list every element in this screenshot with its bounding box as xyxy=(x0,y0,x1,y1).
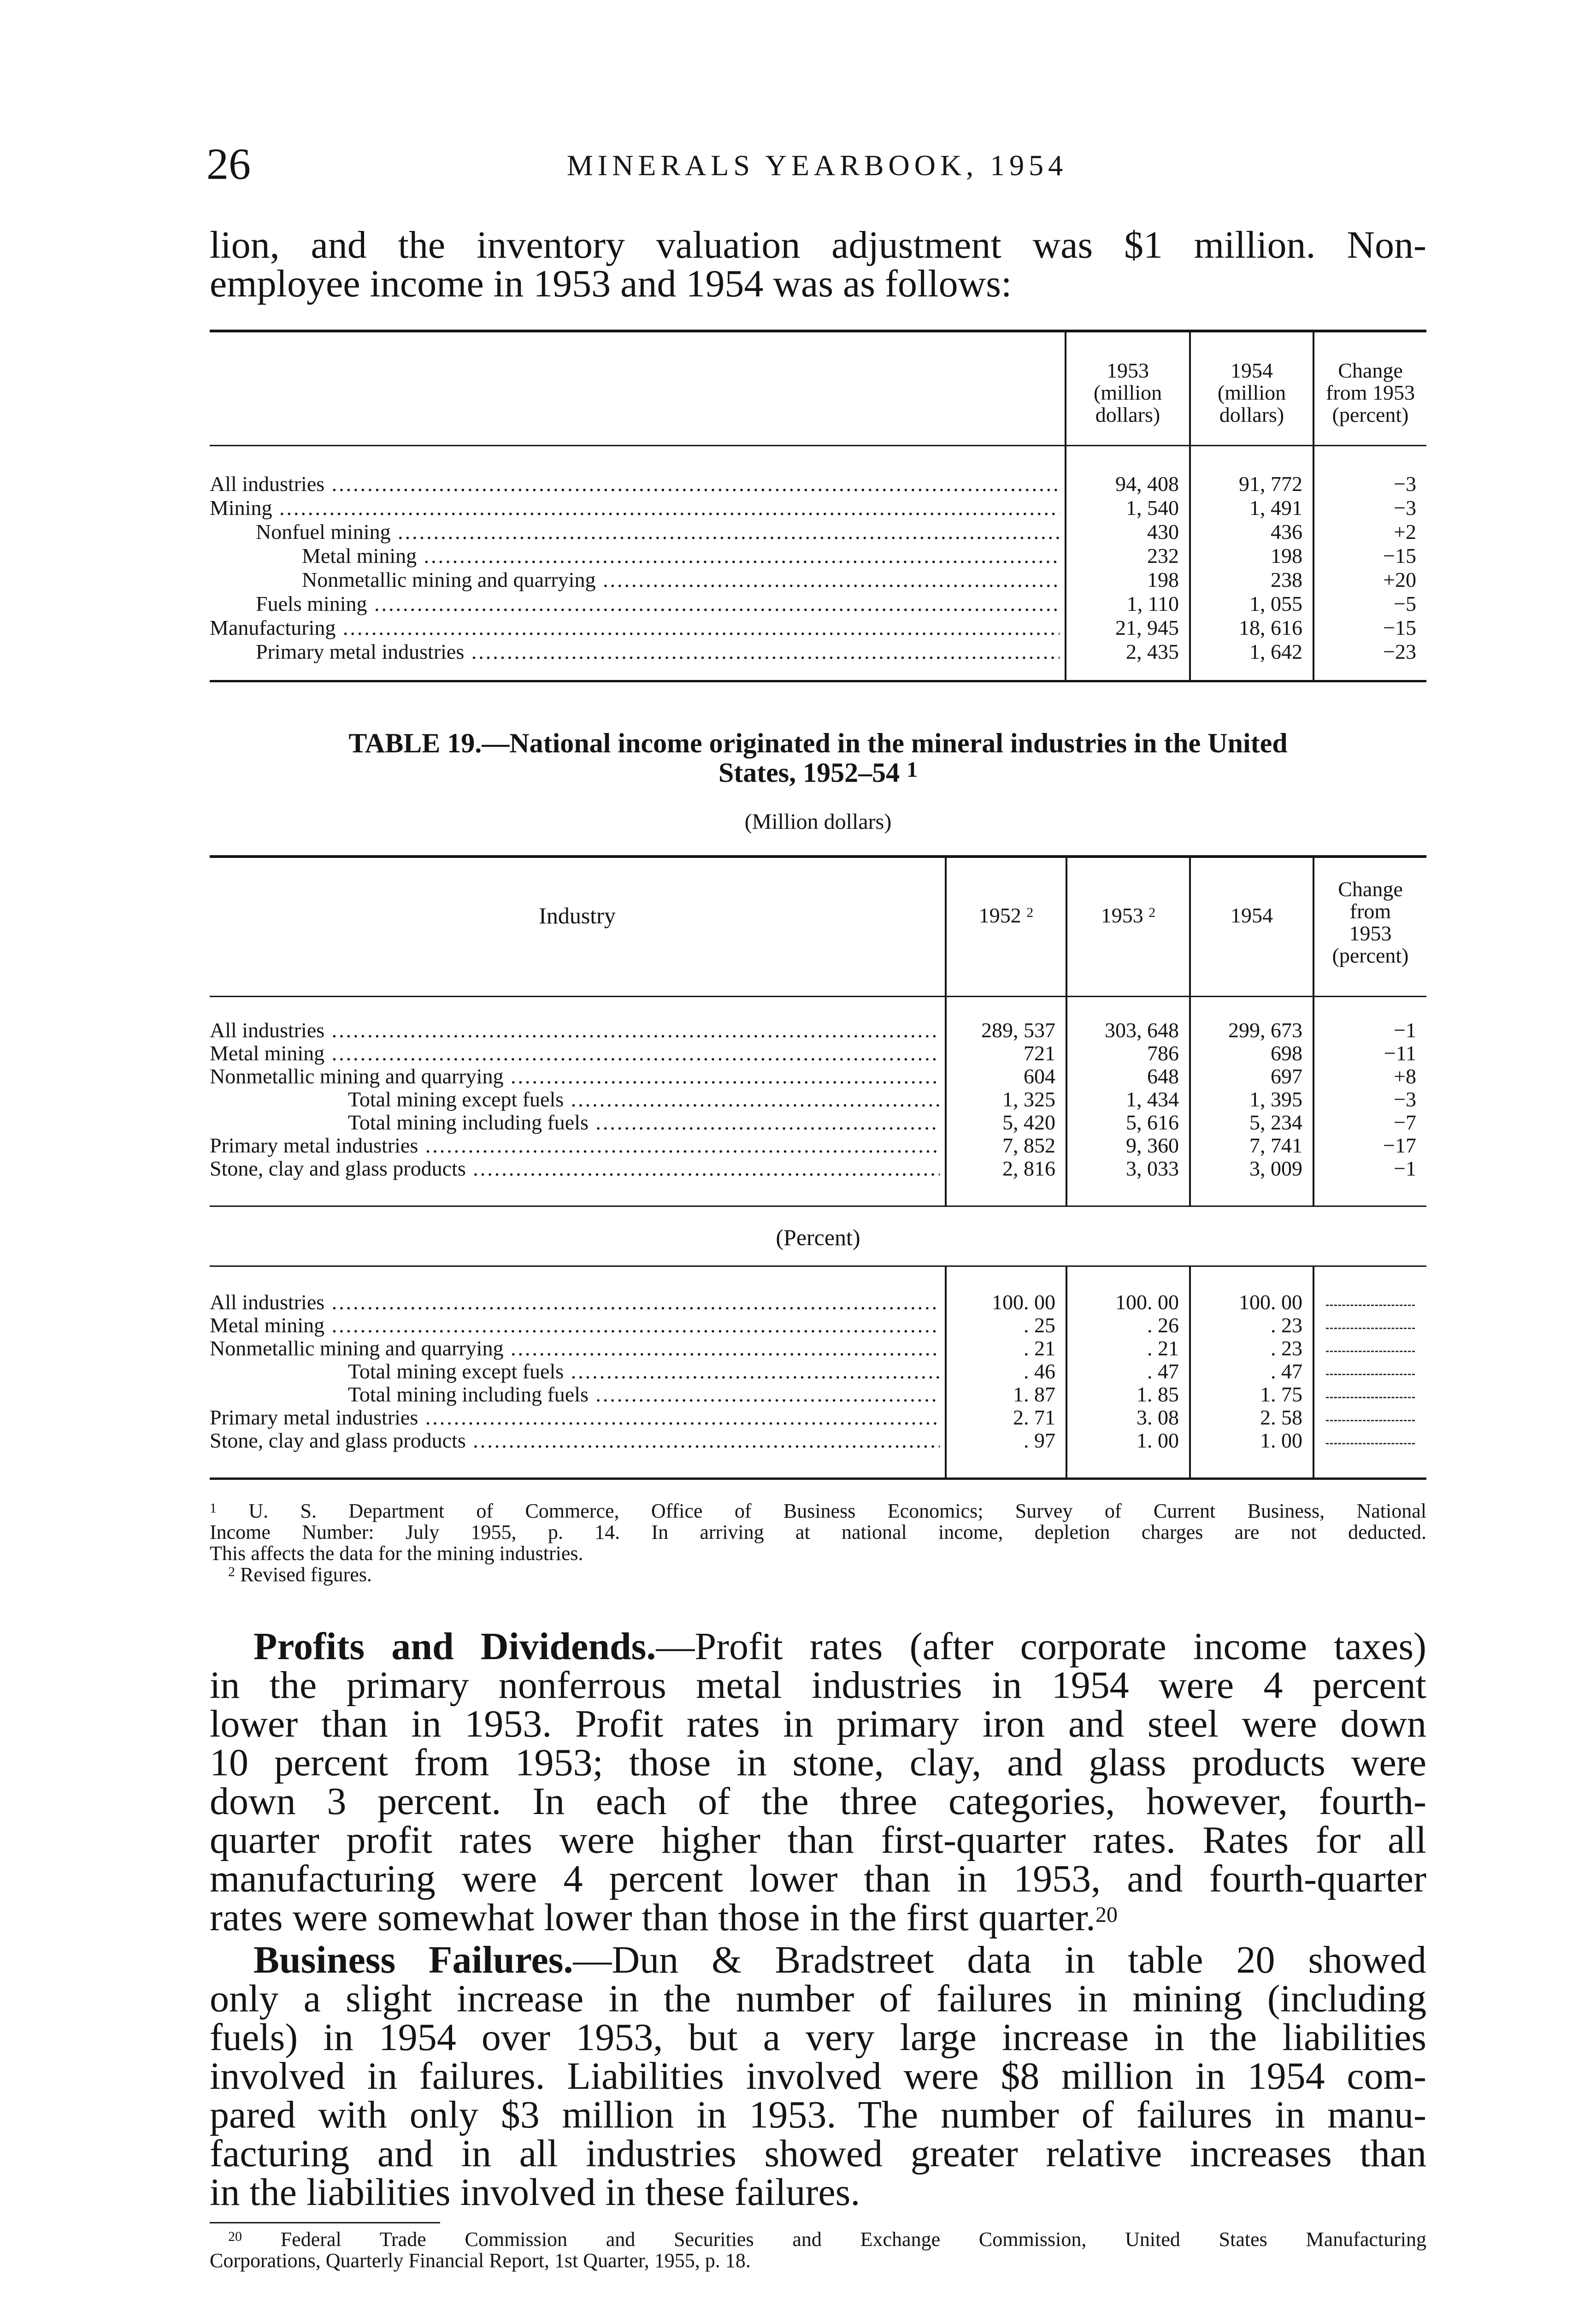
cell-v1953: 648 xyxy=(1147,1064,1179,1088)
cell-change: −1 xyxy=(1394,1018,1416,1042)
cell-v1952: . 46 xyxy=(1024,1359,1055,1383)
table-row xyxy=(210,1383,1426,1406)
empty-cell-leader xyxy=(1326,1360,1415,1375)
table-row xyxy=(210,496,1426,520)
table-bottom-rule xyxy=(210,1478,1426,1480)
table-section-rule xyxy=(210,1206,1426,1207)
cell-v1953: . 47 xyxy=(1147,1359,1179,1383)
footnote-line: $^2$ Revised figures. xyxy=(228,1563,372,1586)
cell-change: −3 xyxy=(1394,1087,1416,1111)
column-divider xyxy=(1066,858,1067,996)
para-line: manufacturing were 4 percent lower than in 1953, and fourth-quarter xyxy=(210,1857,1426,1900)
row-label: Primary metal industries ..... xyxy=(256,640,1060,663)
table-row xyxy=(210,568,1426,591)
table19-footnotes xyxy=(210,1501,1426,1585)
table-row xyxy=(210,520,1426,544)
cell-v1952: 1. 87 xyxy=(1013,1383,1055,1406)
cell-v1954: 1, 491 xyxy=(1249,496,1302,520)
cell-v1954: 697 xyxy=(1271,1064,1302,1088)
para-line: quarter profit rates were higher than first-quarter rates. Rates for all xyxy=(210,1819,1426,1862)
cell-change: +20 xyxy=(1383,568,1416,591)
table-row xyxy=(210,1042,1426,1065)
footnote-reference: 20 xyxy=(1095,1903,1118,1927)
cell-change: −3 xyxy=(1394,472,1416,496)
cell-v1954: 1. 00 xyxy=(1260,1429,1302,1452)
row-label: Fuels mining ..... xyxy=(256,592,1060,615)
cell-v1954: 2. 58 xyxy=(1260,1406,1302,1429)
row-label: All industries ..... xyxy=(210,1291,940,1314)
cell-v1953: 1, 540 xyxy=(1126,496,1179,520)
row-label: Total mining including fuels ..... xyxy=(348,1111,940,1134)
running-header xyxy=(206,138,1428,189)
cell-v1954: 238 xyxy=(1271,568,1302,591)
profits-paragraph xyxy=(210,1627,1426,1937)
column-divider xyxy=(1189,858,1191,996)
table-bottom-rule xyxy=(210,680,1426,682)
column-divider xyxy=(945,858,947,996)
table-row xyxy=(210,1019,1426,1042)
table19-unit-caption: (Million dollars) xyxy=(744,810,892,834)
failures-heading: Business Failures. xyxy=(253,1939,573,1981)
column-header-industry: Industry xyxy=(539,903,616,928)
cell-v1954: . 23 xyxy=(1271,1336,1302,1360)
row-label: Metal mining ..... xyxy=(302,544,1060,567)
cell-v1954: 3, 009 xyxy=(1249,1157,1302,1180)
cell-change: −1 xyxy=(1394,1157,1416,1180)
cell-v1952: 2, 816 xyxy=(1002,1157,1055,1180)
table-row xyxy=(210,1337,1426,1360)
intro-line: lion, and the inventory valuation adjustment was $1 million. Non- xyxy=(210,224,1426,266)
cell-v1953: 1. 85 xyxy=(1137,1383,1179,1406)
percent-caption: (Percent) xyxy=(776,1224,860,1250)
running-title: MINERALS YEARBOOK, 1954 xyxy=(566,149,1068,182)
row-label: Total mining except fuels ..... xyxy=(348,1360,940,1383)
para-line: fuels) in 1954 over 1953, but a very large increase in the liabilities xyxy=(210,2016,1426,2059)
cell-v1953: 430 xyxy=(1147,520,1179,544)
cell-change: +8 xyxy=(1394,1064,1416,1088)
para-line: involved in failures. Liabilities involved were $8 million in 1954 com- xyxy=(210,2055,1426,2098)
footnote-separator xyxy=(210,2222,440,2223)
table-row xyxy=(210,1157,1426,1180)
footnote-line: This affects the data for the mining industries. xyxy=(210,1542,583,1565)
cell-v1953: 1, 110 xyxy=(1126,592,1179,615)
footnote-line: $^{20}$ Federal Trade Commission and Securities and Exchange Commission, United States Manufacturing xyxy=(228,2228,1426,2251)
footnote-line: Corporations, Quarterly Financial Report, 1st Quarter, 1955, p. 18. xyxy=(210,2249,751,2272)
cell-change: −17 xyxy=(1383,1134,1416,1157)
cell-change: +2 xyxy=(1394,520,1416,544)
table-row xyxy=(210,616,1426,639)
table-row xyxy=(210,1429,1426,1452)
table-row xyxy=(210,473,1426,496)
row-label: All industries ..... xyxy=(210,1019,940,1042)
table-row xyxy=(210,1291,1426,1314)
row-label: Stone, clay and glass products ..... xyxy=(210,1157,940,1180)
page-number: 26 xyxy=(206,139,251,189)
cell-v1954: 1, 055 xyxy=(1249,592,1302,615)
row-label: Nonmetallic mining and quarrying ..... xyxy=(210,1065,940,1088)
cell-v1954: 198 xyxy=(1271,544,1302,567)
table-section-rule xyxy=(210,1265,1426,1267)
row-label: Metal mining ..... xyxy=(210,1314,940,1337)
cell-v1953: 21, 945 xyxy=(1115,616,1179,639)
table-row xyxy=(210,1065,1426,1088)
cell-v1954: . 23 xyxy=(1271,1313,1302,1337)
para-line: down 3 percent. In each of the three categories, however, fourth- xyxy=(210,1780,1426,1823)
row-label: Nonmetallic mining and quarrying ..... xyxy=(302,568,1060,591)
para-line: rates were somewhat lower than those in the first quarter.$^{20}$ xyxy=(210,1896,1118,1939)
cell-v1953: 786 xyxy=(1147,1041,1179,1065)
table-row xyxy=(210,1111,1426,1134)
row-label: Primary metal industries ..... xyxy=(210,1134,940,1157)
cell-v1954: 1. 75 xyxy=(1260,1383,1302,1406)
table-row xyxy=(210,544,1426,567)
cell-change: −11 xyxy=(1384,1041,1416,1065)
empty-cell-leader xyxy=(1326,1291,1415,1306)
cell-v1954: . 47 xyxy=(1271,1359,1302,1383)
para-line: pared with only $3 million in 1953. The number of failures in manu- xyxy=(210,2093,1426,2136)
cell-v1954: 299, 673 xyxy=(1228,1018,1302,1042)
cell-v1953: 9, 360 xyxy=(1126,1134,1179,1157)
column-header-1952: 1952 $^2$ xyxy=(978,904,1034,927)
cell-v1953: . 21 xyxy=(1147,1336,1179,1360)
empty-cell-leader xyxy=(1326,1383,1415,1398)
cell-v1954: 1, 642 xyxy=(1249,640,1302,663)
cell-v1952: 289, 537 xyxy=(981,1018,1055,1042)
cell-v1953: 5, 616 xyxy=(1126,1111,1179,1134)
failures-paragraph xyxy=(210,1941,1426,2212)
footnote-20 xyxy=(210,2229,1426,2271)
cell-v1952: 100. 00 xyxy=(992,1290,1055,1314)
cell-v1954: 698 xyxy=(1271,1041,1302,1065)
para-line: in the liabilities involved in these failures. xyxy=(210,2171,860,2214)
cell-v1953: 1. 00 xyxy=(1137,1429,1179,1452)
row-label: Metal mining ..... xyxy=(210,1042,940,1065)
para-line: 10 percent from 1953; those in stone, clay, and glass products were xyxy=(210,1741,1426,1784)
cell-v1953: 232 xyxy=(1147,544,1179,567)
row-label: Manufacturing ..... xyxy=(210,616,1060,639)
row-label: Primary metal industries ..... xyxy=(210,1406,940,1429)
cell-v1952: 7, 852 xyxy=(1002,1134,1055,1157)
para-line: only a slight increase in the number of failures in mining (including xyxy=(210,1977,1426,2020)
table19-million-body xyxy=(210,1019,1426,1189)
para-line: facturing and in all industries showed greater relative increases than xyxy=(210,2132,1426,2175)
table19-percent-body xyxy=(210,1291,1426,1461)
empty-cell-leader xyxy=(1326,1429,1415,1444)
row-label: Nonmetallic mining and quarrying ..... xyxy=(210,1337,940,1360)
footnote-line: $^1$ U. S. Department of Commerce, Office of Business Economics; Survey of Current Business, National xyxy=(210,1500,1426,1522)
table-header-rule xyxy=(210,445,1426,446)
cell-v1954: 18, 616 xyxy=(1239,616,1302,639)
cell-v1952: 1, 325 xyxy=(1002,1087,1055,1111)
row-label: Stone, clay and glass products ..... xyxy=(210,1429,940,1452)
cell-v1952: . 97 xyxy=(1024,1429,1055,1452)
cell-v1954: 100. 00 xyxy=(1239,1290,1302,1314)
table19-title: TABLE 19.—National income originated in the mineral industries in the United States, 1952–54 $^1$ xyxy=(348,728,1288,788)
column-header-1954: 1954 xyxy=(1231,904,1273,927)
cell-v1953: 303, 648 xyxy=(1105,1018,1179,1042)
table-row xyxy=(210,1088,1426,1111)
footnote-line: Income Number: July 1955, p. 14. In arriving at national income, depletion charges are not deducted. xyxy=(210,1521,1426,1543)
empty-cell-leader xyxy=(1326,1314,1415,1329)
cell-v1953: 94, 408 xyxy=(1115,472,1179,496)
table-row xyxy=(210,1360,1426,1383)
cell-v1953: . 26 xyxy=(1147,1313,1179,1337)
table-top-rule xyxy=(210,330,1426,332)
empty-cell-leader xyxy=(1326,1406,1415,1421)
para-line: lower than in 1953. Profit rates in primary iron and steel were down xyxy=(210,1702,1426,1745)
cell-change: −23 xyxy=(1383,640,1416,663)
cell-v1954: 7, 741 xyxy=(1249,1134,1302,1157)
cell-v1953: 100. 00 xyxy=(1115,1290,1179,1314)
cell-v1953: 3. 08 xyxy=(1137,1406,1179,1429)
cell-change: −7 xyxy=(1394,1111,1416,1134)
column-header-change: Change from 1953 (percent) xyxy=(1332,877,1409,967)
cell-v1953: 3, 033 xyxy=(1126,1157,1179,1180)
cell-v1954: 1, 395 xyxy=(1249,1087,1302,1111)
cell-v1954: 5, 234 xyxy=(1249,1111,1302,1134)
column-header-1954: 1954 (million dollars) xyxy=(1217,359,1286,426)
row-label: Total mining including fuels ..... xyxy=(348,1383,940,1406)
intro-paragraph xyxy=(210,226,1426,303)
cell-v1953: 2, 435 xyxy=(1126,640,1179,663)
table-row xyxy=(210,592,1426,615)
empty-cell-leader xyxy=(1326,1337,1415,1352)
cell-v1952: 604 xyxy=(1024,1064,1055,1088)
row-label: Mining ..... xyxy=(210,496,1060,520)
cell-v1952: 2. 71 xyxy=(1013,1406,1055,1429)
intro-line: employee income in 1953 and 1954 was as follows: xyxy=(210,262,1012,305)
cell-v1952: . 25 xyxy=(1024,1313,1055,1337)
row-label: All industries ..... xyxy=(210,473,1060,496)
column-header-1953: 1953 (million dollars) xyxy=(1093,359,1162,426)
table-row xyxy=(210,1406,1426,1429)
cell-v1954: 91, 772 xyxy=(1239,472,1302,496)
para-line: in the primary nonferrous metal industries in 1954 were 4 percent xyxy=(210,1664,1426,1707)
table-row xyxy=(210,640,1426,663)
row-label: Nonfuel mining ..... xyxy=(256,520,1060,544)
row-label: Total mining except fuels ..... xyxy=(348,1088,940,1111)
table-row xyxy=(210,1314,1426,1337)
cell-v1952: 721 xyxy=(1024,1041,1055,1065)
table-row xyxy=(210,1134,1426,1157)
table-header-rule xyxy=(210,996,1426,997)
table-top-rule xyxy=(210,855,1426,858)
profits-heading: Profits and Dividends. xyxy=(253,1625,656,1668)
column-header-1953: 1953 $^2$ xyxy=(1101,904,1156,927)
para-line: Business Failures.—Dun & Bradstreet data in table 20 showed xyxy=(253,1939,1426,1981)
cell-change: −15 xyxy=(1383,616,1416,639)
column-header-change: Change from 1953 (percent) xyxy=(1326,359,1415,426)
cell-v1952: . 21 xyxy=(1024,1336,1055,1360)
cell-v1953: 1, 434 xyxy=(1126,1087,1179,1111)
cell-v1953: 198 xyxy=(1147,568,1179,591)
nonemployee-table-body xyxy=(210,473,1426,666)
cell-v1952: 5, 420 xyxy=(1002,1111,1055,1134)
cell-v1954: 436 xyxy=(1271,520,1302,544)
cell-change: −15 xyxy=(1383,544,1416,567)
cell-change: −3 xyxy=(1394,496,1416,520)
cell-change: −5 xyxy=(1394,592,1416,615)
para-line: Profits and Dividends.—Profit rates (after corporate income taxes) xyxy=(253,1625,1426,1668)
